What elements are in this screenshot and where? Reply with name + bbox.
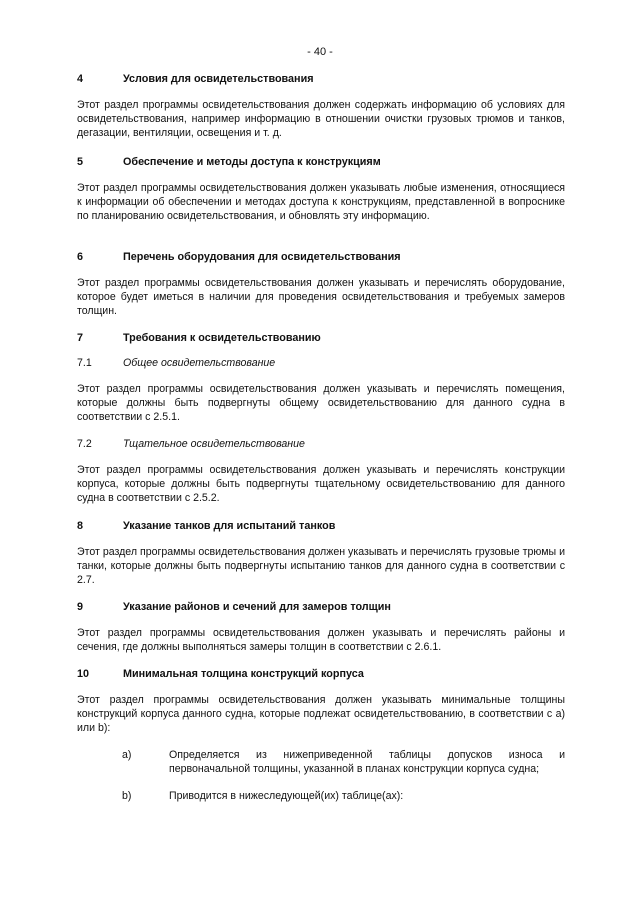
section-10-heading <box>77 667 565 681</box>
subsection-7-1-body: Этот раздел программы освидетельствования должен указывать и перечислять помещения, которые должны быть подвергнуты общему освидетельствованию для данного судна в соответствии с 2.5.1. <box>77 383 565 424</box>
subsection-7-2-body: Этот раздел программы освидетельствования должен указывать и перечислять конструкции корпуса, которые должны быть подвергнуты тщательному освидетельствованию для данного судна в соответствии с 2.5.2. <box>77 464 565 505</box>
subsection-number: 7.1 <box>77 357 92 369</box>
section-title: Обеспечение и методы доступа к конструкциям <box>123 156 381 168</box>
subsection-title: Тщательное освидетельствование <box>123 438 305 450</box>
section-number: 9 <box>77 601 84 613</box>
section-number: 5 <box>77 156 84 168</box>
subsection-title: Общее освидетельствование <box>123 357 276 369</box>
section-5-body: Этот раздел программы освидетельствования должен указывать любые изменения, относящиеся к информации об обеспечении и методах доступа к конструкциям, представленной в вопроснике по планированию освидетельствования, и обновлять эту информацию. <box>77 182 565 223</box>
section-title: Перечень оборудования для освидетельствования <box>123 251 401 263</box>
subsection-7-2-heading <box>77 437 565 451</box>
section-8-body: Этот раздел программы освидетельствования должен указывать и перечислять грузовые трюмы и танки, которые должны быть подвергнуты испытанию танков для данного судна в соответствии с 2.7. <box>77 546 565 587</box>
section-number: 10 <box>77 668 90 680</box>
section-9-body: Этот раздел программы освидетельствования должен указывать и перечислять районы и сечения, где должны выполняться замеры толщин в соответствии с 2.6.1. <box>77 627 565 654</box>
list-item-b <box>122 789 565 803</box>
section-5-heading <box>77 155 565 169</box>
section-6-body: Этот раздел программы освидетельствования должен указывать и перечислять оборудование, которое будет иметься в наличии для проведения освидетельствования и требуемых замеров толщин. <box>77 277 565 318</box>
subsection-number: 7.2 <box>77 438 92 450</box>
section-number: 6 <box>77 251 84 263</box>
page-number: - 40 - <box>307 46 333 58</box>
section-number: 4 <box>77 73 84 85</box>
section-number: 7 <box>77 332 84 344</box>
list-item-a <box>122 748 565 776</box>
subsection-7-1-heading <box>77 356 565 370</box>
section-8-heading <box>77 519 565 533</box>
section-title: Указание районов и сечений для замеров толщин <box>123 601 391 613</box>
list-item-text: Приводится в нижеследующей(их) таблице(ах): <box>169 790 404 802</box>
list-marker: a) <box>122 749 132 761</box>
section-9-heading <box>77 600 565 614</box>
section-title: Условия для освидетельствования <box>123 73 314 85</box>
section-7-heading <box>77 331 565 345</box>
section-10-body: Этот раздел программы освидетельствования должен указывать минимальные толщины конструкций корпуса данного судна, которые подлежат освидетельствованию, в соответствии с a) или b): <box>77 694 565 735</box>
section-title: Требования к освидетельствованию <box>123 332 321 344</box>
section-4-heading <box>77 72 565 86</box>
list-marker: b) <box>122 790 132 802</box>
section-6-heading <box>77 250 565 264</box>
section-title: Минимальная толщина конструкций корпуса <box>123 668 364 680</box>
section-title: Указание танков для испытаний танков <box>123 520 336 532</box>
list-item-text: Определяется из нижеприведенной таблицы допусков износа и первоначальной толщины, указанной в планах конструкции корпуса судна; <box>169 749 565 776</box>
section-4-body: Этот раздел программы освидетельствования должен содержать информацию об условиях для освидетельствования, например информацию в отношении очистки грузовых трюмов и танков, дегазации, вентиляции, освещения и т. д. <box>77 99 565 140</box>
section-number: 8 <box>77 520 84 532</box>
